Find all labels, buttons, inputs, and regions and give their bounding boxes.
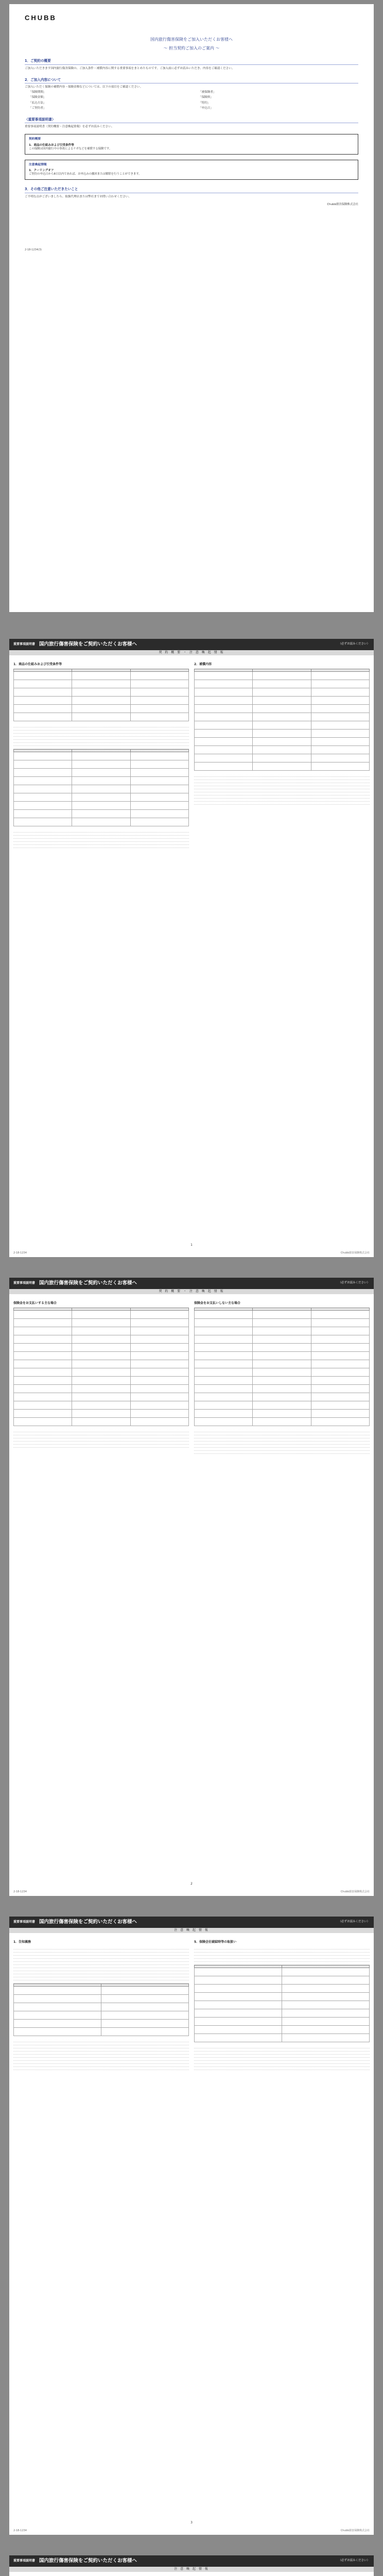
left-heading: 1．商品の仕組みおよび引受条件等: [13, 663, 62, 666]
list-item: 「払込方法」: [29, 101, 46, 105]
footer-company: Chubb損害保険株式会社: [340, 2529, 370, 2532]
list-item: 「特約」: [199, 101, 211, 105]
page-tag: 重要事項説明書: [13, 642, 36, 646]
page-tag: 重要事項説明書: [13, 1920, 36, 1924]
caution-box-text: ご契約の申込日から8日以内であれば、お申込みの撤回または解除を行うことができます。: [29, 173, 142, 176]
footer-code: 2-18-1234: [13, 1251, 27, 1255]
document-page-2: [9, 1278, 374, 1896]
page-header: [9, 639, 374, 650]
section-1: [25, 59, 358, 71]
section-1-text: ご加入いただきます国内旅行傷害保険の、ご加入条件・補償内容に関する重要事項をまとめたものです。ご加入前に必ずお読みいただき、内容をご確認ください。: [25, 66, 235, 70]
section-4-heading: 3．その他ご注意いただきたいこと: [25, 187, 358, 193]
info-table: [194, 1308, 370, 1426]
right-column: [194, 1298, 370, 1454]
page-note: （必ずお読みください）: [338, 2559, 370, 2563]
page-body: [9, 655, 374, 852]
footer-code: 2-18-1234: [13, 2529, 27, 2532]
page-footer: [9, 1890, 374, 1896]
cover-footer: Chubb損害保険株式会社: [327, 202, 358, 206]
page-title: 国内旅行傷害保険をご契約いただくお客様へ: [39, 1280, 137, 1286]
info-table: [194, 1965, 370, 2042]
page-title: 国内旅行傷害保険をご契約いただくお客様へ: [39, 641, 137, 648]
section-2-items: [29, 90, 358, 110]
page-tag: 重要事項説明書: [13, 2558, 36, 2563]
info-table: [13, 1984, 189, 2036]
summary-box: [25, 134, 358, 154]
section-2-text: ご加入いただく保険の補償内容・保険金額などについては、以下の項目をご確認ください。: [25, 86, 143, 89]
cover-code: 2-18-1234(3): [25, 248, 42, 251]
summary-box-item: 1．商品の仕組みおよび引受条件等: [29, 143, 74, 147]
page-band: 注 意 喚 起 情 報: [9, 1928, 374, 1933]
left-heading: 保険金をお支払いする主な場合: [13, 1301, 57, 1305]
right-heading: 2．補償内容: [194, 663, 212, 666]
page-body: [9, 2572, 374, 2576]
document-page-4: [9, 2555, 374, 2576]
right-heading: 保険金をお支払いしない主な場合: [194, 1301, 241, 1305]
page-header: [9, 1917, 374, 1928]
section-3-text: 重要事項説明書（契約概要・注意喚起情報）を必ずお読みください。: [25, 125, 114, 129]
footer-company: Chubb損害保険株式会社: [340, 1890, 370, 1893]
section-4: [25, 187, 358, 199]
list-item: 「保険金額」: [29, 96, 46, 99]
page-title: 国内旅行傷害保険をご契約いただくお客様へ: [39, 1919, 137, 1925]
info-table: [194, 669, 370, 771]
page-header: [9, 1278, 374, 1289]
right-heading: 5．保険会社破綻時等の取扱い: [194, 1940, 237, 1944]
summary-box-text: この保険は国内旅行中の事故によるケガなどを補償する保険です。: [29, 147, 112, 150]
info-table: [13, 1308, 189, 1426]
section-3-heading: 〈重要事項説明書〉: [25, 117, 358, 124]
footer-company: Chubb損害保険株式会社: [340, 1251, 370, 1255]
section-2-heading: 2．ご加入内容について: [25, 78, 358, 84]
right-column: [194, 1937, 370, 2070]
page-band: 契 約 概 要 ・ 注 意 喚 起 情 報: [9, 650, 374, 655]
chubb-logo: CHUBB: [25, 14, 57, 22]
cover-subtitle: ～ 担当契約ご加入のご案内 ～: [163, 46, 220, 51]
section-1-heading: 1．ご契約の概要: [25, 59, 358, 65]
page-body: [9, 1294, 374, 1458]
list-item: 「ご契約者」: [29, 106, 46, 110]
page-note: （必ずお読みください）: [338, 1920, 370, 1924]
section-4-text: ご不明な点がございましたら、取扱代理店または弊社までお問い合わせください。: [25, 195, 131, 198]
page-header: [9, 2555, 374, 2567]
info-table: [13, 669, 189, 721]
page-number: 2: [190, 1882, 193, 1886]
page-note: （必ずお読みください）: [338, 1281, 370, 1285]
caution-box-title: 注意喚起情報: [29, 163, 47, 166]
right-column: [194, 659, 370, 848]
section-2: [25, 78, 358, 110]
info-table: [13, 749, 189, 826]
summary-box-title: 契約概要: [29, 138, 41, 141]
page-title: 国内旅行傷害保険をご契約いただくお客様へ: [39, 2558, 137, 2564]
caution-box: [25, 160, 358, 180]
document-page-1: [9, 639, 374, 1257]
left-column: [13, 1298, 189, 1454]
page-note: （必ずお読みください）: [338, 642, 370, 646]
page-footer: [9, 1251, 374, 1257]
left-column: [13, 659, 189, 848]
cover-page: [9, 4, 374, 612]
page-band: 契 約 概 要 ・ 注 意 喚 起 情 報: [9, 1289, 374, 1294]
left-heading: 1．告知義務: [13, 1940, 31, 1944]
page-footer: [9, 2529, 374, 2535]
page-body: [9, 1933, 374, 2074]
left-column: [13, 1937, 189, 2070]
list-item: 「被保険者」: [199, 91, 216, 94]
page-band: 注 意 喚 起 情 報: [9, 2567, 374, 2572]
list-item: 「保険料」: [199, 96, 213, 99]
document-page-3: [9, 1917, 374, 2535]
page-tag: 重要事項説明書: [13, 1281, 36, 1285]
section-3: [25, 117, 358, 129]
cover-title: 国内旅行傷害保険をご加入いただくお客様へ: [150, 37, 233, 42]
page-number: 3: [190, 2521, 193, 2525]
caution-box-item: 1．クーリングオフ: [29, 169, 54, 173]
page-number: 1: [190, 1243, 193, 1247]
list-item: 「保険期間」: [29, 91, 46, 94]
list-item: 「申込日」: [199, 106, 213, 110]
footer-code: 2-18-1234: [13, 1890, 27, 1893]
